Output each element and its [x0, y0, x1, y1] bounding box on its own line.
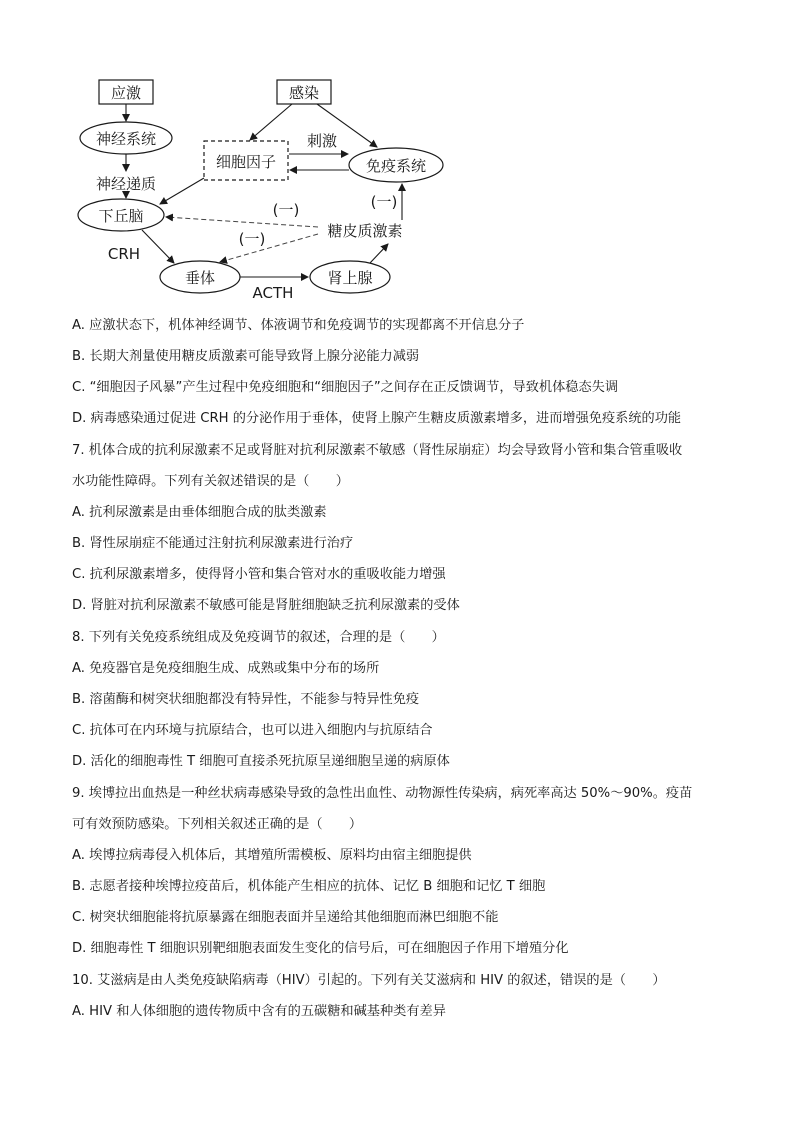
option-line: B. 长期大剂量使用糖皮质激素可能导致肾上腺分泌能力减弱	[72, 349, 420, 364]
arrow-hypothalamus-to-pituitary	[142, 230, 174, 263]
immune-system-label: 免疫系统	[365, 157, 427, 175]
solid-arrows	[126, 104, 402, 277]
arrow-cytokine-to-hypothalamus	[160, 178, 204, 204]
option-line: C. 抗利尿激素增多，使得肾小管和集合管对水的重吸收能力增强	[72, 567, 446, 582]
stress-label: 应激	[110, 84, 142, 102]
option-line: C. “细胞因子风暴”产生过程中免疫细胞和“细胞因子”之间存在正反馈调节，导致机体稳态失调	[72, 380, 619, 395]
cytokine-label: 细胞因子	[215, 153, 277, 171]
nervous-system-label: 神经系统	[95, 130, 157, 148]
option-line: A. 应激状态下，机体神经调节、体液调节和免疫调节的实现都离不开信息分子	[72, 318, 525, 333]
stress-immune-regulation-diagram	[70, 74, 450, 306]
arrow-infection-to-cytokine	[250, 104, 292, 140]
infection-label: 感染	[288, 84, 320, 102]
inhibit-label-2: (一)	[238, 230, 266, 248]
option-line: D. 活化的细胞毒性 T 细胞可直接杀死抗原呈递细胞呈递的病原体	[72, 754, 450, 769]
inhibit-label-3: (一)	[370, 193, 398, 211]
option-line: A. HIV 和人体细胞的遗传物质中含有的五碳糖和碱基种类有差异	[72, 1004, 446, 1019]
option-line: C. 树突状细胞能将抗原暴露在细胞表面并呈递给其他细胞而淋巴细胞不能	[72, 910, 499, 925]
stimulate-label: 刺激	[306, 132, 338, 150]
neurotransmitter-label: 神经递质	[95, 175, 157, 193]
option-line: D. 细胞毒性 T 细胞识别靶细胞表面发生变化的信号后，可在细胞因子作用下增殖分化	[72, 941, 569, 956]
question-7-stem-cont: 水功能性障碍。下列有关叙述错误的是（ ）	[72, 474, 349, 489]
question-8-stem: 8. 下列有关免疫系统组成及免疫调节的叙述，合理的是（ ）	[72, 630, 445, 645]
crh-label: CRH	[107, 245, 141, 263]
question-10-stem: 10. 艾滋病是由人类免疫缺陷病毒（HIV）引起的。下列有关艾滋病和 HIV 的叙述，错误的是（ ）	[72, 973, 666, 988]
option-line: B. 志愿者接种埃博拉疫苗后，机体能产生相应的抗体、记忆 B 细胞和记忆 T 细胞	[72, 879, 546, 894]
inhibit-label-1: (一)	[272, 201, 300, 219]
arrow-adrenal-to-glucocorticoid	[370, 244, 388, 263]
adrenal-label: 肾上腺	[327, 269, 373, 287]
option-line: B. 溶菌酶和树突状细胞都没有特异性，不能参与特异性免疫	[72, 692, 420, 707]
glucocorticoid-label: 糖皮质激素	[327, 222, 403, 240]
option-line: A. 免疫器官是免疫细胞生成、成熟或集中分布的场所	[72, 661, 380, 676]
question-7-stem: 7. 机体合成的抗利尿激素不足或肾脏对抗利尿激素不敏感（肾性尿崩症）均会导致肾小管和集合管重吸收	[72, 443, 683, 458]
acth-label: ACTH	[252, 284, 294, 302]
pituitary-label: 垂体	[184, 269, 216, 287]
option-line: D. 病毒感染通过促进 CRH 的分泌作用于垂体，使肾上腺产生糖皮质激素增多，进而增强免疫系统的功能	[72, 411, 682, 426]
option-line: C. 抗体可在内环境与抗原结合，也可以进入细胞内与抗原结合	[72, 723, 433, 738]
arrow-glucocorticoid-inhibits-pituitary	[220, 234, 318, 262]
hypothalamus-label: 下丘脑	[98, 207, 144, 225]
option-line: D. 肾脏对抗利尿激素不敏感可能是肾脏细胞缺乏抗利尿激素的受体	[72, 598, 460, 613]
option-line: A. 埃博拉病毒侵入机体后，其增殖所需模板、原料均由宿主细胞提供	[72, 848, 472, 863]
question-9-stem-cont: 可有效预防感染。下列相关叙述正确的是（ ）	[72, 817, 363, 832]
question-9-stem: 9. 埃博拉出血热是一种丝状病毒感染导致的急性出血性、动物源性传染病，病死率高达 50%～90%。疫苗	[72, 786, 693, 801]
option-line: A. 抗利尿激素是由垂体细胞合成的肽类激素	[72, 505, 327, 520]
option-line: B. 肾性尿崩症不能通过注射抗利尿激素进行治疗	[72, 536, 354, 551]
